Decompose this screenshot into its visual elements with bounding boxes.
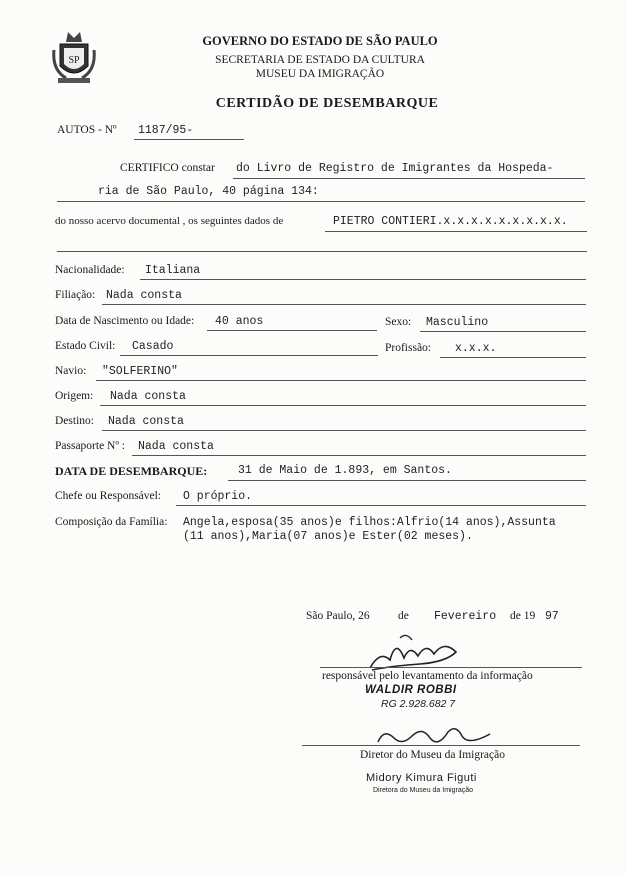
name-rule <box>325 231 587 232</box>
svg-text:SP: SP <box>68 55 80 66</box>
origem-rule <box>100 405 586 406</box>
desembarque-value: 31 de Maio de 1.893, em Santos. <box>238 464 452 477</box>
date-city: São Paulo, 26 <box>306 610 370 622</box>
signature2-rule <box>302 745 580 746</box>
signature1-name: WALDIR ROBBI <box>365 684 457 696</box>
filiacao-label: Filiação: <box>55 289 96 301</box>
autos-label: AUTOS - Nº <box>57 124 117 136</box>
desembarque-rule <box>228 480 586 481</box>
destino-rule <box>102 430 586 431</box>
origem-label: Origem: <box>55 390 94 402</box>
nascimento-label: Data de Nascimento ou Idade: <box>55 315 195 327</box>
blank-rule <box>57 251 587 252</box>
person-name: PIETRO CONTIERI.x.x.x.x.x.x.x.x.x. <box>333 215 568 228</box>
autos-value: 1187/95- <box>138 124 194 137</box>
destino-value: Nada consta <box>108 415 184 428</box>
passaporte-label: Passaporte Nº : <box>55 440 125 452</box>
signature1-caption: responsável pelo levantamento da informação <box>322 670 533 682</box>
estado-civil-rule <box>120 355 378 356</box>
certifico-line2: ria de São Paulo, 40 página 134: <box>98 185 319 198</box>
chefe-value: O próprio. <box>183 490 253 503</box>
desembarque-label: DATA DE DESEMBARQUE: <box>55 464 208 478</box>
profissao-rule <box>440 357 586 358</box>
origem-value: Nada consta <box>110 390 186 403</box>
date-year: 97 <box>545 610 559 623</box>
sexo-rule <box>420 331 586 332</box>
handwritten-signature-1 <box>360 630 470 675</box>
header-line3: MUSEU DA IMIGRAÇÃO <box>255 68 385 80</box>
header-line1: GOVERNO DO ESTADO DE SÃO PAULO <box>202 34 438 48</box>
estado-civil-label: Estado Civil: <box>55 340 116 352</box>
sexo-value: Masculino <box>426 316 489 329</box>
autos-rule <box>134 139 244 140</box>
certifico-label: CERTIFICO constar <box>120 162 215 174</box>
signature2-title: Diretora do Museu da Imigração <box>373 787 473 794</box>
nascimento-rule <box>207 330 377 331</box>
nacionalidade-value: Italiana <box>145 264 201 277</box>
handwritten-signature-2 <box>370 722 500 752</box>
familia-label: Composição da Família: <box>55 516 168 528</box>
certifico-rule2 <box>57 201 585 202</box>
profissao-label: Profissão: <box>385 342 431 354</box>
navio-rule <box>96 380 586 381</box>
certifico-line1: do Livro de Registro de Imigrantes da Hospeda- <box>236 162 554 175</box>
nacionalidade-label: Nacionalidade: <box>55 264 125 276</box>
signature2-caption: Diretor do Museu da Imigração <box>360 749 505 761</box>
familia-line2: (11 anos),Maria(07 anos)e Ester(02 meses). <box>183 530 473 543</box>
chefe-rule <box>176 505 586 506</box>
passaporte-value: Nada consta <box>138 440 214 453</box>
header-line2: SECRETARIA DE ESTADO DA CULTURA <box>215 54 425 66</box>
certifico-rule1 <box>233 178 585 179</box>
chefe-label: Chefe ou Responsável: <box>55 490 162 502</box>
navio-label: Navio: <box>55 365 87 377</box>
familia-line1: Angela,esposa(35 anos)e filhos:Alfrio(14 anos),Assunta <box>183 516 556 529</box>
date-de1: de <box>398 610 409 622</box>
filiacao-value: Nada consta <box>106 289 182 302</box>
signature2-name: Midory Kimura Figuti <box>366 772 477 784</box>
profissao-value: x.x.x. <box>455 342 497 355</box>
estado-civil-value: Casado <box>132 340 174 353</box>
certifico-label2: do nosso acervo documental , os seguintes dados de <box>55 215 284 227</box>
sexo-label: Sexo: <box>385 316 412 328</box>
filiacao-rule <box>102 304 586 305</box>
date-de2: de 19 <box>510 610 536 622</box>
destino-label: Destino: <box>55 415 94 427</box>
signature1-rule <box>320 667 582 668</box>
navio-value: "SOLFERINO" <box>102 365 178 378</box>
date-month: Fevereiro <box>434 610 497 623</box>
nacionalidade-rule <box>140 279 586 280</box>
page-title: CERTIDÃO DE DESEMBARQUE <box>215 96 439 111</box>
passaporte-rule <box>132 455 586 456</box>
signature1-rg: RG 2.928.682 7 <box>381 698 456 710</box>
nascimento-value: 40 anos <box>215 315 264 328</box>
